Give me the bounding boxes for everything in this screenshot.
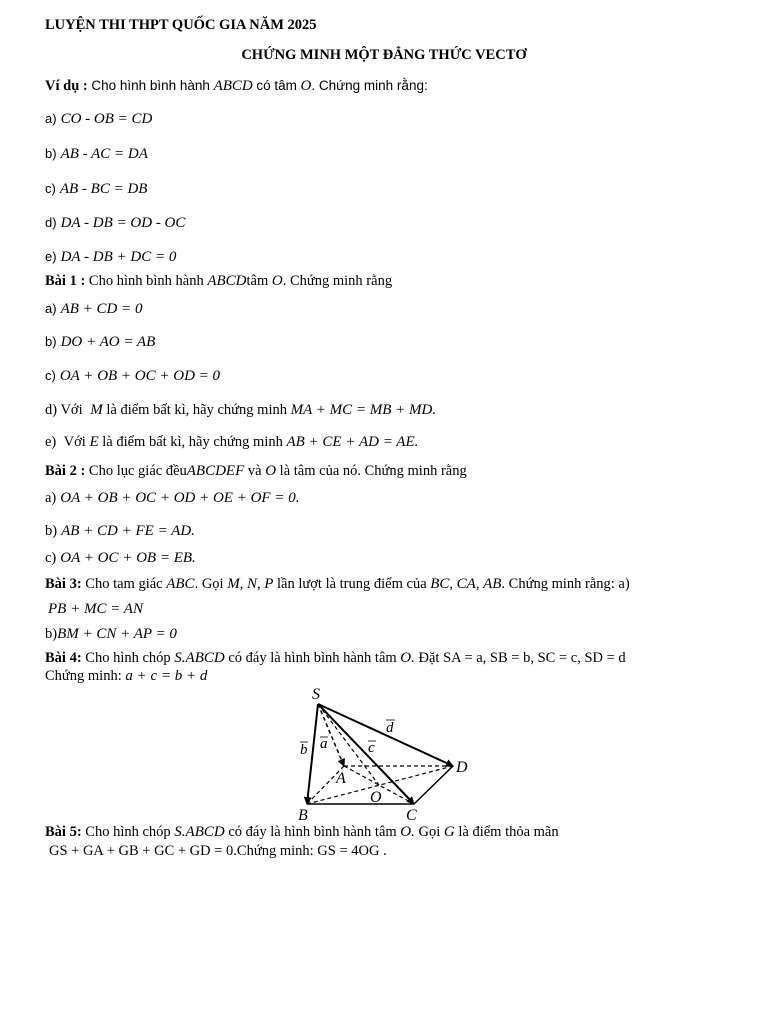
point-o-label: O [370,789,382,806]
hexagon-name: ABCDEF [186,463,245,479]
pyramid-name: S.ABCD [174,824,225,840]
point-variable: M [227,576,240,592]
item-expression: DA - DB + DC = 0 [60,249,177,265]
exercise-1-intro [45,272,392,290]
item-label: d) [45,215,57,230]
item-expression: AB + CE + AD = AE. [286,434,419,450]
item-label: e) [45,434,57,450]
item-expression: AB - AC = DA [60,146,148,162]
segment-name: CA [456,576,476,592]
item-label: c) [45,181,56,196]
exercise-1-text: Cho hình bình hành [88,273,204,289]
segment-name: BC [430,576,450,592]
item-label: a) [45,490,57,506]
center-point: O. [400,650,415,666]
item-expression: AB + CD + FE = AD. [61,523,195,539]
exercise-3-text: Cho tam giác [85,576,163,592]
exercise-1-item-c [45,367,220,385]
item-label: a) [45,301,57,316]
prove-expression: a + c = b + d [125,668,208,684]
exercise-2-intro [45,462,467,480]
exercise-2-tail: là tâm của nó. Chứng minh rằng [279,463,467,479]
edge-sc [318,704,414,804]
center-point: O. [400,824,415,840]
exercise-5-text: có đáy là hình bình hành tâm [228,824,397,840]
center-text: tâm [246,273,269,289]
item-text: là điểm bất kì, hãy chứng minh [102,434,283,450]
edge-sb [307,704,318,804]
segment-name: AB [483,576,502,592]
exercise-3-text: . Gọi [194,576,224,592]
exercise-5-text: Gọi [418,824,441,840]
parallelogram-name: ABCD [213,78,253,94]
example-item-a [45,110,152,128]
exercise-3-item-b [45,625,177,643]
item-expression: AB - BC = DB [59,181,148,197]
prove-expression: GS = 4OG . [317,843,387,859]
example-tail: . Chứng minh rằng: [311,78,428,93]
point-variable: G [443,824,455,840]
item-text: là điểm bất kì, hãy chứng minh [106,402,287,418]
example-intro-text: Cho hình bình hành [91,78,210,93]
example-item-c [45,180,147,198]
item-expression: CO - OB = CD [60,111,153,127]
exercise-1-item-d [45,401,436,419]
exercise-5-text: Cho hình chóp [85,824,171,840]
pyramid-name: S.ABCD [174,650,225,666]
exercise-1-item-e [45,433,418,451]
exercise-1-item-b [45,333,155,351]
item-expression: DA - DB = OD - OC [60,215,186,231]
item-label: a) [45,111,57,126]
point-variable: P [264,576,274,592]
item-expression: PB + MC = AN [48,601,143,617]
document-header: LUYỆN THI THPT QUỐC GIA NĂM 2025 [45,17,317,33]
example-item-d [45,214,185,232]
exercise-4-prove [45,667,207,685]
vector-b-label: b [300,742,308,758]
exercise-5-label: Bài 5: [45,824,82,840]
item-label: b) [45,146,57,161]
exercise-4-text: Đặt [418,650,440,666]
document-title: CHỨNG MINH MỘT ĐẲNG THỨC VECTƠ [241,47,527,63]
prove-label: Chứng minh: [236,843,314,859]
vector-c-label: c [368,740,375,756]
point-s-label: S [312,686,320,703]
center-point: O [271,273,283,289]
point-b-label: B [298,807,308,822]
exercise-4-text: có đáy là hình bình hành tâm [228,650,397,666]
exercise-3-text: lần lượt là trung điểm của [277,576,427,592]
example-item-b [45,145,148,163]
item-label: b) [45,626,58,642]
item-label: b) [45,523,58,539]
exercise-1-label: Bài 1 : [45,273,86,289]
example-item-e [45,248,176,266]
item-expression: AB + CD = 0 [60,301,143,317]
point-d-label: D [456,759,468,776]
conjunction: và [247,463,262,479]
vector-a-label: a [320,736,328,752]
exercise-5-intro [45,823,559,841]
item-label: c) [45,550,57,566]
item-label: c) [45,368,56,383]
item-expression: OA + OB + OC + OD + OE + OF = 0. [60,490,300,506]
exercise-4-text: Cho hình chóp [85,650,171,666]
item-expression: OA + OC + OB = EB. [60,550,196,566]
vector-d-label: d [386,720,394,736]
edge-cd [414,766,453,804]
parallelogram-name: ABCD [207,273,247,289]
exercise-5-condition [49,842,387,860]
item-expression: MA + MC = MB + MD. [290,402,437,418]
exercise-3-tail: . Chứng minh rằng: a) [501,576,630,592]
item-expression: DO + AO = AB [60,334,156,350]
exercise-1-tail: . Chứng minh rằng [282,273,393,289]
center-point: O [300,78,312,94]
exercise-5-tail: là điểm thỏa mãn [458,824,559,840]
point-a-label: A [336,770,346,787]
exercise-2-item-b [45,522,195,540]
item-text: Với [63,434,86,450]
point-variable: N [246,576,257,592]
exercise-2-text: Cho lục giác đều [88,463,187,479]
item-label: d) Với [45,402,83,418]
center-point: O [265,463,277,479]
exercise-4-intro [45,649,626,667]
item-label: e) [45,249,57,264]
point-variable: M [90,402,103,418]
item-expression: OA + OB + OC + OD = 0 [59,368,221,384]
prove-label: Chứng minh: [45,668,122,684]
exercise-2-item-c [45,549,196,567]
point-c-label: C [406,807,417,822]
exercise-4-label: Bài 4: [45,650,82,666]
exercise-3-label: Bài 3: [45,576,82,592]
example-label: Ví dụ : [45,78,88,94]
point-variable: E [89,434,99,450]
pyramid-figure [290,682,480,822]
item-expression: BM + CN + AP = 0 [57,626,177,642]
exercise-3-item-a [48,600,143,618]
vector-definitions: SA = a, SB = b, SC = c, SD = d [443,650,626,666]
example-intro [45,77,428,95]
triangle-name: ABC [166,576,195,592]
exercise-1-item-a [45,300,142,318]
condition-expression: GS + GA + GB + GC + GD = 0. [49,843,237,859]
item-label: b) [45,334,57,349]
center-text: có tâm [256,78,297,93]
exercise-2-item-a [45,489,299,507]
exercise-2-label: Bài 2 : [45,463,86,479]
exercise-3-intro: Bài 3: Cho tam giác ABC. Gọi M, N, P lần lượt là trung điểm của BC, CA, AB. Chứng minh rằng: a) [45,576,630,592]
